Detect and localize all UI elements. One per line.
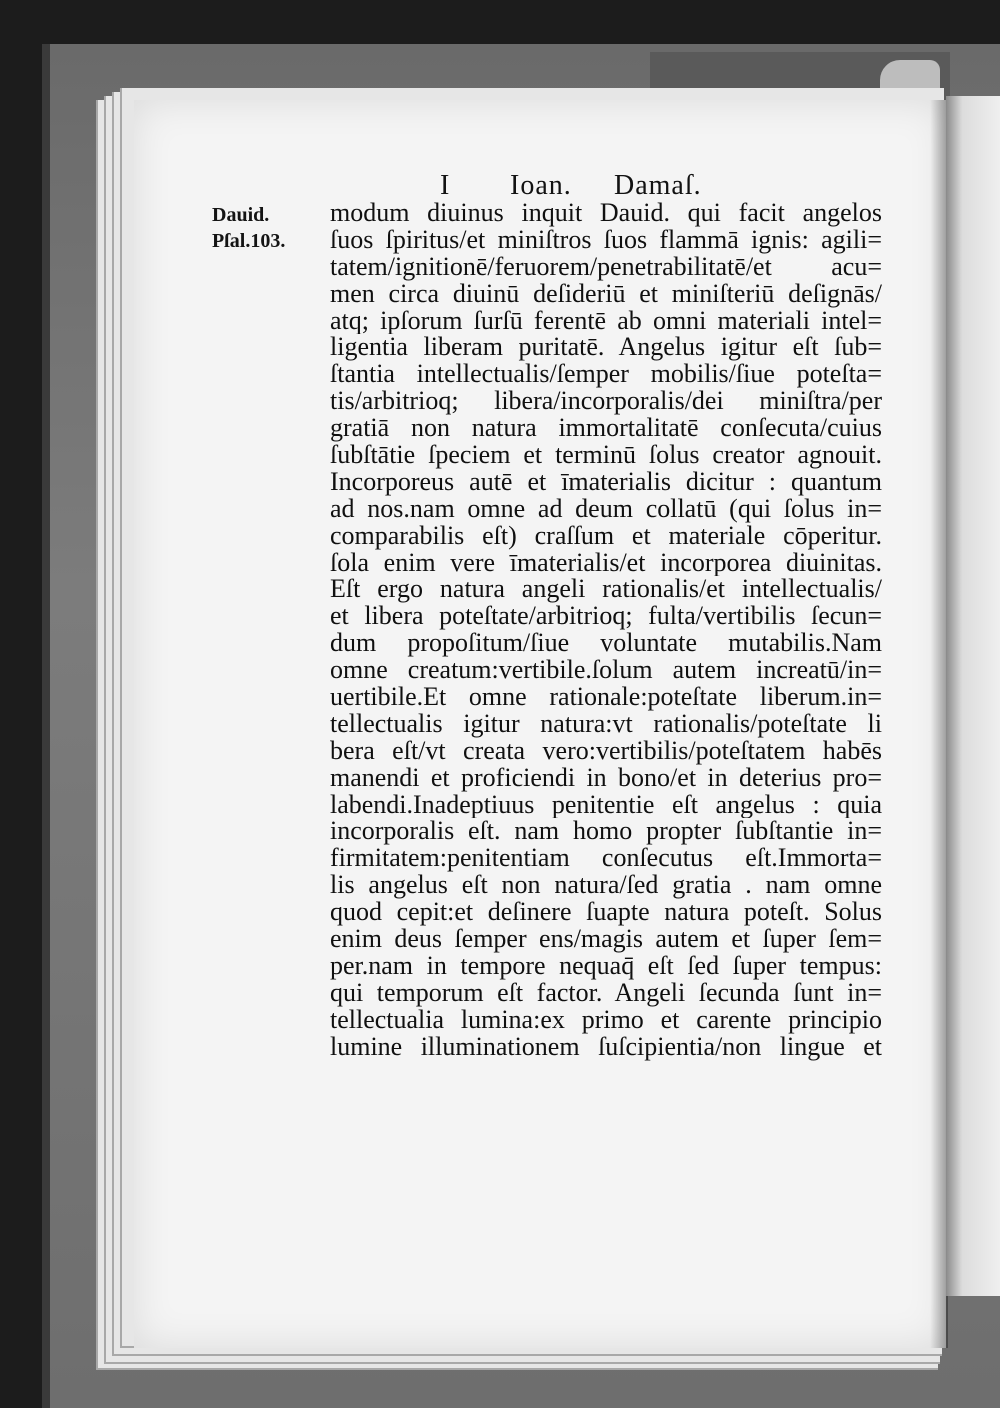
- text-line: ſuos ſpiritus/et miniſtros ſuos flammā ignis: agili=: [330, 226, 882, 254]
- text-line: comparabilis eſt) craſſum et materiale cōperitur.: [330, 522, 882, 550]
- text-line: ligentia liberam puritatē. Angelus igitur eſt ſub=: [330, 334, 882, 362]
- text-line: et libera poteſtate/arbitrioq; fulta/vertibilis ſecun=: [330, 603, 882, 631]
- text-line: modum diuinus inquit Dauid. qui facit angelos: [330, 200, 882, 227]
- text-line: per.nam in tempore nequaq̄ eſt ſed ſuper tempus:: [330, 952, 882, 980]
- text-line: labendi.Inadeptiuus penitentie eſt angelus : quia: [330, 791, 882, 819]
- running-header: [0, 170, 1000, 200]
- page-body-text: [330, 200, 882, 1061]
- text-line: men circa diuinū deſideriū et miniſteriū deſignās/: [330, 280, 882, 308]
- running-title-name: Damaſ.: [614, 170, 702, 201]
- text-line: Eſt ergo natura angeli rationalis/et intellectualis/: [330, 576, 882, 604]
- text-line: ſola enim vere īmaterialis/et incorporea diuinitas.: [330, 549, 882, 577]
- text-line: incorporalis eſt. nam homo propter ſubſtantie in=: [330, 818, 882, 846]
- text-line: enim deus ſemper ens/magis autem et ſuper ſem=: [330, 926, 882, 953]
- text-line: qui temporum eſt factor. Angeli ſecunda ſunt in=: [330, 979, 882, 1007]
- text-line: tellectualia lumina:ex primo et carente principio: [330, 1006, 882, 1034]
- text-line: tis/arbitrioq; libera/incorporalis/dei miniſtra/per: [330, 388, 882, 416]
- text-line: ſubſtātie ſpeciem et terminū ſolus creator agnouit.: [330, 442, 882, 469]
- text-line: tatem/ignitionē/feruorem/penetrabilitatē/et acu=: [330, 253, 882, 281]
- text-line: uertibile.Et omne rationale:poteſtate liberum.in=: [330, 684, 882, 711]
- folio-number: I: [440, 170, 450, 201]
- text-line: Incorporeus autē et īmaterialis dicitur : quantum: [330, 468, 882, 496]
- text-line: dum propoſitum/ſiue voluntate mutabilis.Nam: [330, 630, 882, 658]
- text-line: ad nos.nam omne ad deum collatū (qui ſolus in=: [330, 495, 882, 523]
- board-edge: [42, 44, 50, 1408]
- text-line: bera eſt/vt creata vero:vertibilis/poteſtatem habēs: [330, 737, 882, 765]
- text-line: firmitatem:penitentiam conſecutus eſt.Immorta=: [330, 845, 882, 873]
- text-line: ſtantia intellectualis/ſemper mobilis/ſiue poteſta=: [330, 361, 882, 389]
- text-line: quod cepit:et deſinere ſuapte natura poteſt. Solus: [330, 899, 882, 927]
- margin-note: Pſal.103.: [212, 230, 286, 252]
- text-line: lumine illuminationem ſuſcipientia/non lingue et: [330, 1033, 882, 1061]
- text-line: atq; ipſorum ſurſū ferentē ab omni materiali intel=: [330, 307, 882, 335]
- text-line: tellectualis igitur natura:vt rationalis/poteſtate li: [330, 710, 882, 738]
- text-line: lis angelus eſt non natura/ſed gratia . nam omne: [330, 872, 882, 900]
- text-line: manendi et proficiendi in bono/et in deterius pro=: [330, 764, 882, 792]
- facing-page-edge: [946, 96, 1000, 1296]
- margin-note: Dauid.: [212, 204, 270, 226]
- running-title-author: Ioan.: [510, 170, 572, 201]
- text-line: gratiā non natura immortalitatē conſecuta/cuius: [330, 415, 882, 443]
- text-line: omne creatum:vertibile.ſolum autem increatū/in=: [330, 657, 882, 685]
- marginal-notes: [212, 202, 322, 254]
